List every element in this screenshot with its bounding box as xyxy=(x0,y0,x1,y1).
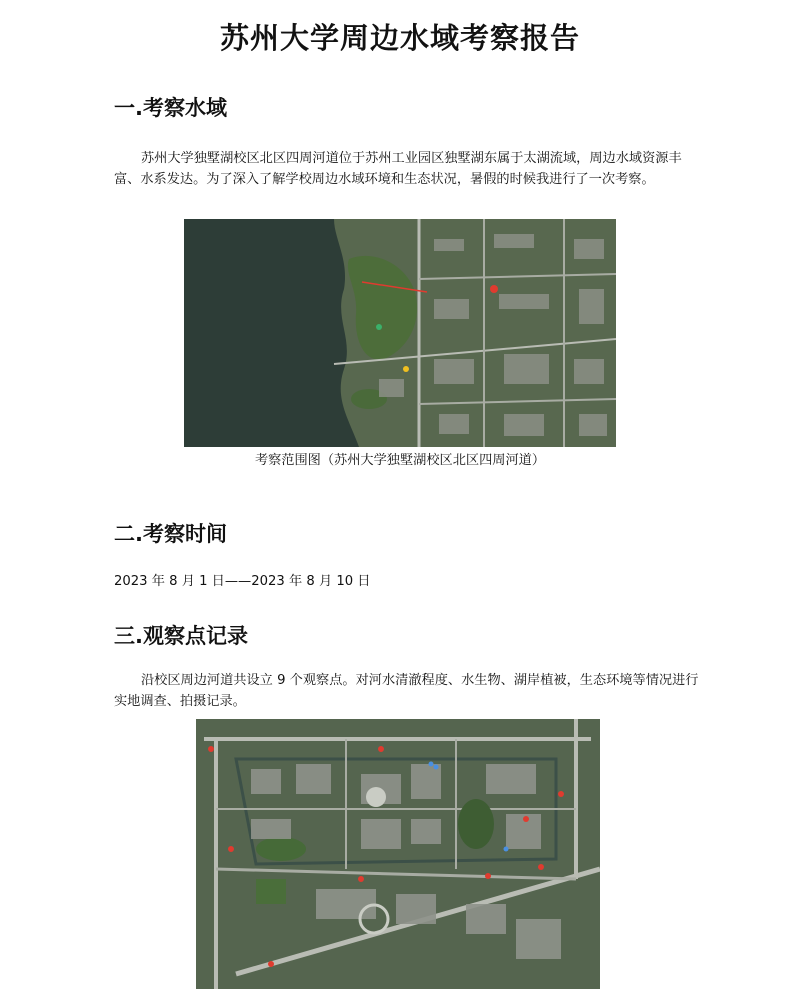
observation-points-map xyxy=(196,719,600,989)
map-pin-icon xyxy=(490,285,498,293)
page-title: 苏州大学周边水域考察报告 xyxy=(219,21,580,55)
section-heading-3: 三.观察点记录 xyxy=(114,624,248,648)
figure-caption: 考察范围图（苏州大学独墅湖校区北区四周河道） xyxy=(254,453,546,468)
section-3-paragraph: 沿校区周边河道共设立 9 个观察点。对河水清澈程度、水生物、湖岸植被，生态环境等情况进行实地调查、拍摄记录。 xyxy=(114,673,699,709)
survey-time: 2023 年 8 月 1 日——2023 年 8 月 10 日 xyxy=(114,574,371,589)
section-heading-1: 一.考察水域 xyxy=(114,96,227,120)
section-1-paragraph: 苏州大学独墅湖校区北区四周河道位于苏州工业园区独墅湖东属于太湖流域，周边水域资源丰富、水系发达。为了深入了解学校周边水域环境和生态状况，暑假的时候我进行了一次考察。 xyxy=(114,151,682,187)
survey-area-map xyxy=(184,219,616,447)
section-heading-2: 二.考察时间 xyxy=(114,522,227,546)
